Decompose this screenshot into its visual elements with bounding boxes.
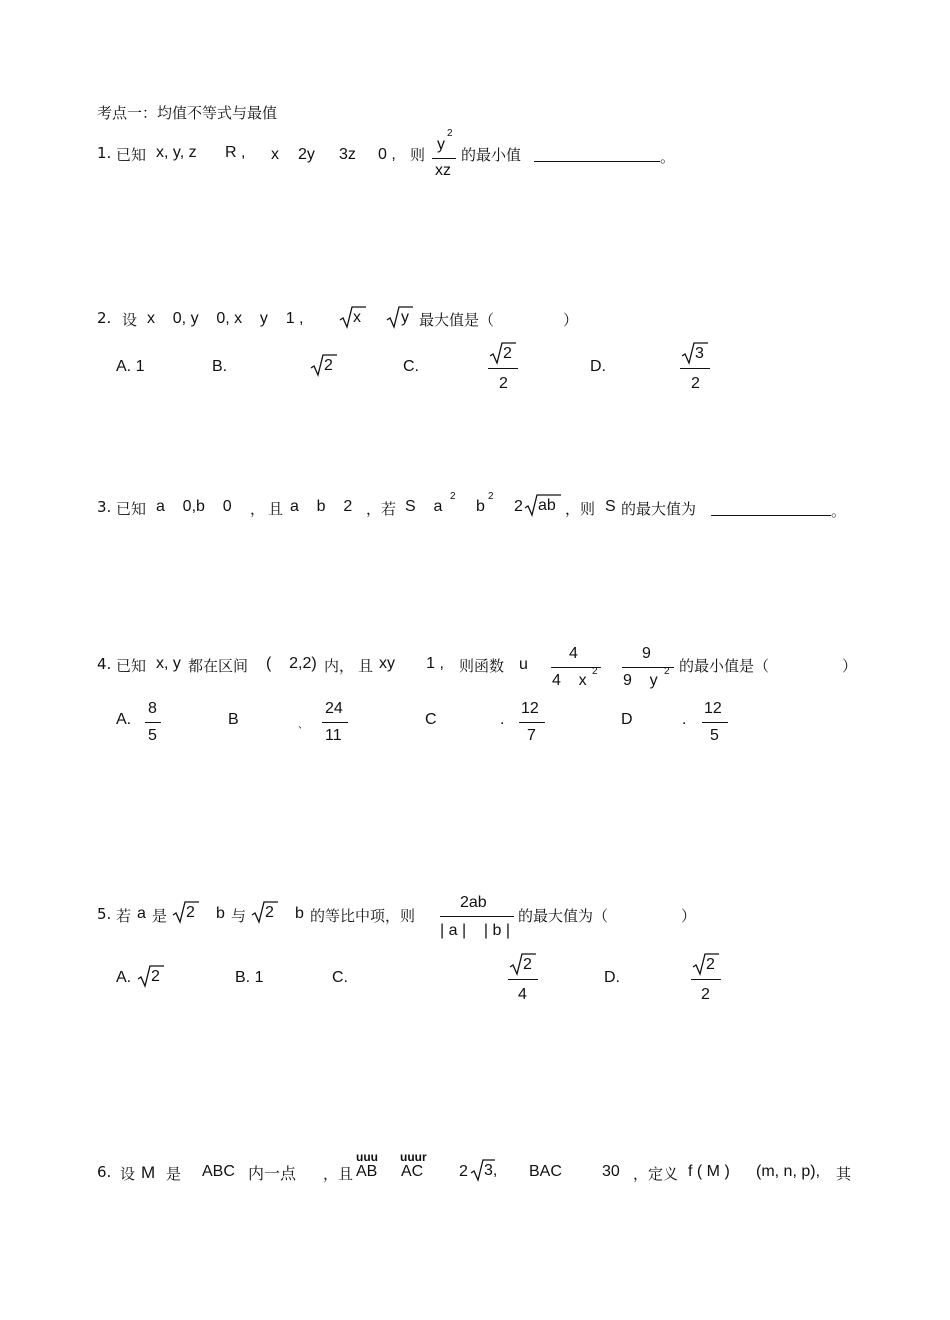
q2-sqrt-x: [340, 306, 366, 330]
q2-option-c-denominator: 2: [499, 375, 508, 392]
q4-tail: 的最小值是（: [679, 657, 770, 675]
q6-f-of-m: f ( M ): [688, 1163, 730, 1180]
q6-number: 6.: [97, 1163, 112, 1181]
q3-condition-1: a 0,b 0: [156, 498, 232, 515]
q6-tuple: (m, n, p),: [756, 1163, 821, 1180]
q4-close-paren: ）: [842, 657, 858, 675]
q1-ze: 则: [410, 146, 426, 164]
q6-sqrt-3: [471, 1159, 501, 1183]
q5-option-c[interactable]: C.: [332, 969, 348, 986]
q4-f1-numerator: 4: [569, 645, 578, 662]
q1-tail: 的最小值: [461, 146, 522, 164]
q4-option-b-dot: 、: [298, 720, 308, 731]
section-title: 考点一：均值不等式与最值: [97, 104, 278, 122]
q6-definition: ，定义: [633, 1165, 679, 1183]
q4-lead: 已知: [116, 657, 147, 675]
q1-frac-num-sup: 2: [447, 128, 453, 139]
q4-option-b-bar: [322, 722, 348, 723]
q1-number: 1.: [97, 144, 112, 162]
q6-abc: ABC: [202, 1163, 235, 1180]
q4-f1-denominator: 4 x: [552, 672, 587, 689]
q6-m: M: [141, 1163, 156, 1182]
q6-qie: ，且: [323, 1165, 354, 1183]
q5-option-a-radicand: 2: [151, 968, 160, 985]
q4-qie: 且: [358, 657, 374, 675]
q1-frac-num: y: [437, 136, 445, 153]
q6-sqrt-3-radicand: 3,: [484, 1162, 498, 1179]
q5-option-d-bar: [691, 979, 721, 980]
q1-cond-0: 0 ,: [378, 146, 396, 163]
q2-option-d[interactable]: D.: [590, 358, 606, 375]
q1-cond-2y: 2y: [298, 146, 315, 163]
q4-u: u: [519, 656, 528, 673]
q5-close-paren: ）: [681, 907, 697, 925]
q3-ze: ，则: [565, 500, 596, 518]
q4-interval: ( 2,2): [266, 655, 317, 672]
q5-option-c-numerator: 2: [523, 956, 532, 973]
q2-option-d-bar: [680, 368, 710, 369]
q4-number: 4.: [97, 655, 112, 673]
q5-sqrt-1: [173, 901, 199, 925]
q4-option-c-numerator: 12: [521, 700, 539, 717]
q5-option-d-sqrt: [693, 953, 719, 977]
q2-lead: 设: [122, 311, 138, 329]
q6-thirty: 30: [602, 1163, 620, 1180]
q2-option-d-denominator: 2: [691, 375, 700, 392]
q6-lead: 设: [120, 1165, 136, 1183]
q3-s: S: [605, 498, 616, 515]
q6-mid1: 内一点: [248, 1164, 297, 1183]
q1-cond-3z: 3z: [339, 146, 356, 163]
q4-option-d-dot: .: [682, 711, 687, 728]
q1-fraction-bar: [432, 158, 456, 159]
q2-condition: x 0, y 0, x y 1 ,: [147, 310, 304, 327]
q6-ab: AB: [356, 1163, 378, 1180]
q3-tail: 的最大值为: [621, 500, 697, 518]
q2-option-c-sqrt: [490, 342, 516, 366]
q6-vector-arrow-ab: uuu: [356, 1150, 378, 1164]
q3-comma: ，: [250, 500, 266, 518]
q4-option-b-numerator: 24: [325, 700, 343, 717]
q4-f2-denominator: 9 y: [623, 672, 658, 689]
q2-option-b-sqrt: [311, 354, 337, 378]
q5-b2: b: [295, 905, 304, 922]
q3-s-definition: S a: [405, 498, 443, 515]
q3-end: 。: [831, 502, 847, 520]
q2-option-c-bar: [488, 368, 518, 369]
q3-sqrt-ab: [525, 494, 561, 518]
q4-option-d-bar: [702, 722, 728, 723]
q5-option-d[interactable]: D.: [604, 969, 620, 986]
q5-sqrt-2: [252, 901, 278, 925]
q5-tail: 的最大值为（: [518, 907, 609, 925]
q5-a: a: [137, 905, 146, 922]
q3-sup-a: 2: [450, 491, 456, 502]
q6-shi: 是: [166, 1165, 182, 1183]
q4-option-b[interactable]: B: [228, 711, 239, 728]
q4-mid: 都在区间: [188, 657, 249, 675]
q4-f2-numerator: 9: [642, 645, 651, 662]
q2-option-c-numerator: 2: [503, 345, 512, 362]
q5-option-c-denominator: 4: [518, 986, 527, 1003]
q4-option-c-denominator: 7: [527, 727, 536, 744]
q2-option-d-sqrt: [682, 342, 708, 366]
q3-lead: 已知: [116, 500, 147, 518]
q3-sqrt-ab-radicand: ab: [538, 497, 556, 514]
q4-condition: xy 1 ,: [379, 655, 444, 672]
q5-sqrt-2-radicand: 2: [265, 904, 274, 921]
q4-option-b-denominator: 11: [325, 727, 342, 744]
q4-f2-sup: 2: [664, 666, 670, 677]
q5-frac-denominator: | a | | b |: [440, 922, 510, 939]
q1-end: 。: [660, 148, 676, 166]
q4-option-c-bar: [519, 722, 545, 723]
q3-number: 3.: [97, 498, 112, 516]
q2-close-paren: ）: [563, 311, 579, 329]
q1-answer-blank[interactable]: [534, 161, 660, 162]
q5-mid: 的等比中项，则: [310, 907, 416, 925]
q4-option-d-numerator: 12: [704, 700, 722, 717]
q4-option-c[interactable]: C: [425, 711, 437, 728]
q2-sqrt-x-radicand: x: [353, 309, 361, 326]
q1-cond-x: x: [271, 146, 279, 163]
q2-option-b-radicand: 2: [324, 357, 333, 374]
q3-qie: 且: [268, 500, 284, 518]
q1-vars: x, y, z: [156, 144, 197, 161]
q5-yu: 与: [231, 907, 247, 925]
q2-number: 2.: [97, 309, 112, 327]
q5-option-c-bar: [508, 979, 538, 980]
q3-ruo: ，若: [366, 500, 397, 518]
q4-option-c-dot: .: [500, 711, 505, 728]
q5-option-a[interactable]: A.: [116, 969, 132, 986]
q6-bac: BAC: [529, 1163, 562, 1180]
q3-two: 2: [514, 498, 523, 515]
q5-option-d-numerator: 2: [706, 956, 715, 973]
q4-vars: x, y: [156, 655, 181, 672]
q5-frac-numerator: 2ab: [460, 894, 487, 911]
q5-fraction-bar: [440, 916, 514, 917]
q4-option-d-denominator: 5: [710, 727, 719, 744]
q5-shi: 是: [152, 907, 168, 925]
q2-sqrt-y-radicand: y: [401, 309, 409, 326]
q5-number: 5.: [97, 905, 112, 923]
q1-frac-den: xz: [435, 162, 451, 179]
q4-f1-sup: 2: [592, 666, 598, 677]
q3-answer-blank[interactable]: [711, 515, 831, 516]
q2-option-d-numerator: 3: [695, 345, 704, 362]
q4-option-a-bar: [145, 722, 161, 723]
q3-sup-b: 2: [488, 491, 494, 502]
q4-option-a-numerator: 8: [148, 700, 157, 717]
q5-option-c-sqrt: [510, 953, 536, 977]
q4-func: 则函数: [459, 657, 505, 675]
q5-b1: b: [216, 905, 225, 922]
q2-sqrt-y: [387, 306, 413, 330]
q2-option-b[interactable]: B.: [212, 358, 228, 375]
q2-tail: 最大值是（: [419, 311, 495, 329]
q2-option-c[interactable]: C.: [403, 358, 419, 375]
q3-condition-2: a b 2: [290, 498, 353, 515]
q1-set: R ,: [225, 144, 246, 161]
q1-lead: 已知: [116, 146, 147, 164]
q5-sqrt-1-radicand: 2: [186, 904, 195, 921]
q2-option-a[interactable]: A. 1: [116, 358, 145, 375]
q6-two: 2: [459, 1163, 468, 1180]
q5-option-a-sqrt: [138, 965, 164, 989]
q4-option-a-denominator: 5: [148, 727, 157, 744]
q6-qi: 其: [836, 1165, 852, 1183]
q3-b: b: [476, 498, 485, 515]
q4-option-a[interactable]: A.: [116, 711, 132, 728]
q4-option-d[interactable]: D: [621, 711, 633, 728]
q5-option-d-denominator: 2: [701, 986, 710, 1003]
q6-ac: AC: [401, 1163, 424, 1180]
q5-option-b[interactable]: B. 1: [235, 969, 264, 986]
q6-vector-arrow-ac: uuur: [400, 1150, 427, 1164]
q4-nei: 内，: [324, 657, 355, 675]
q5-lead: 若: [116, 907, 132, 925]
